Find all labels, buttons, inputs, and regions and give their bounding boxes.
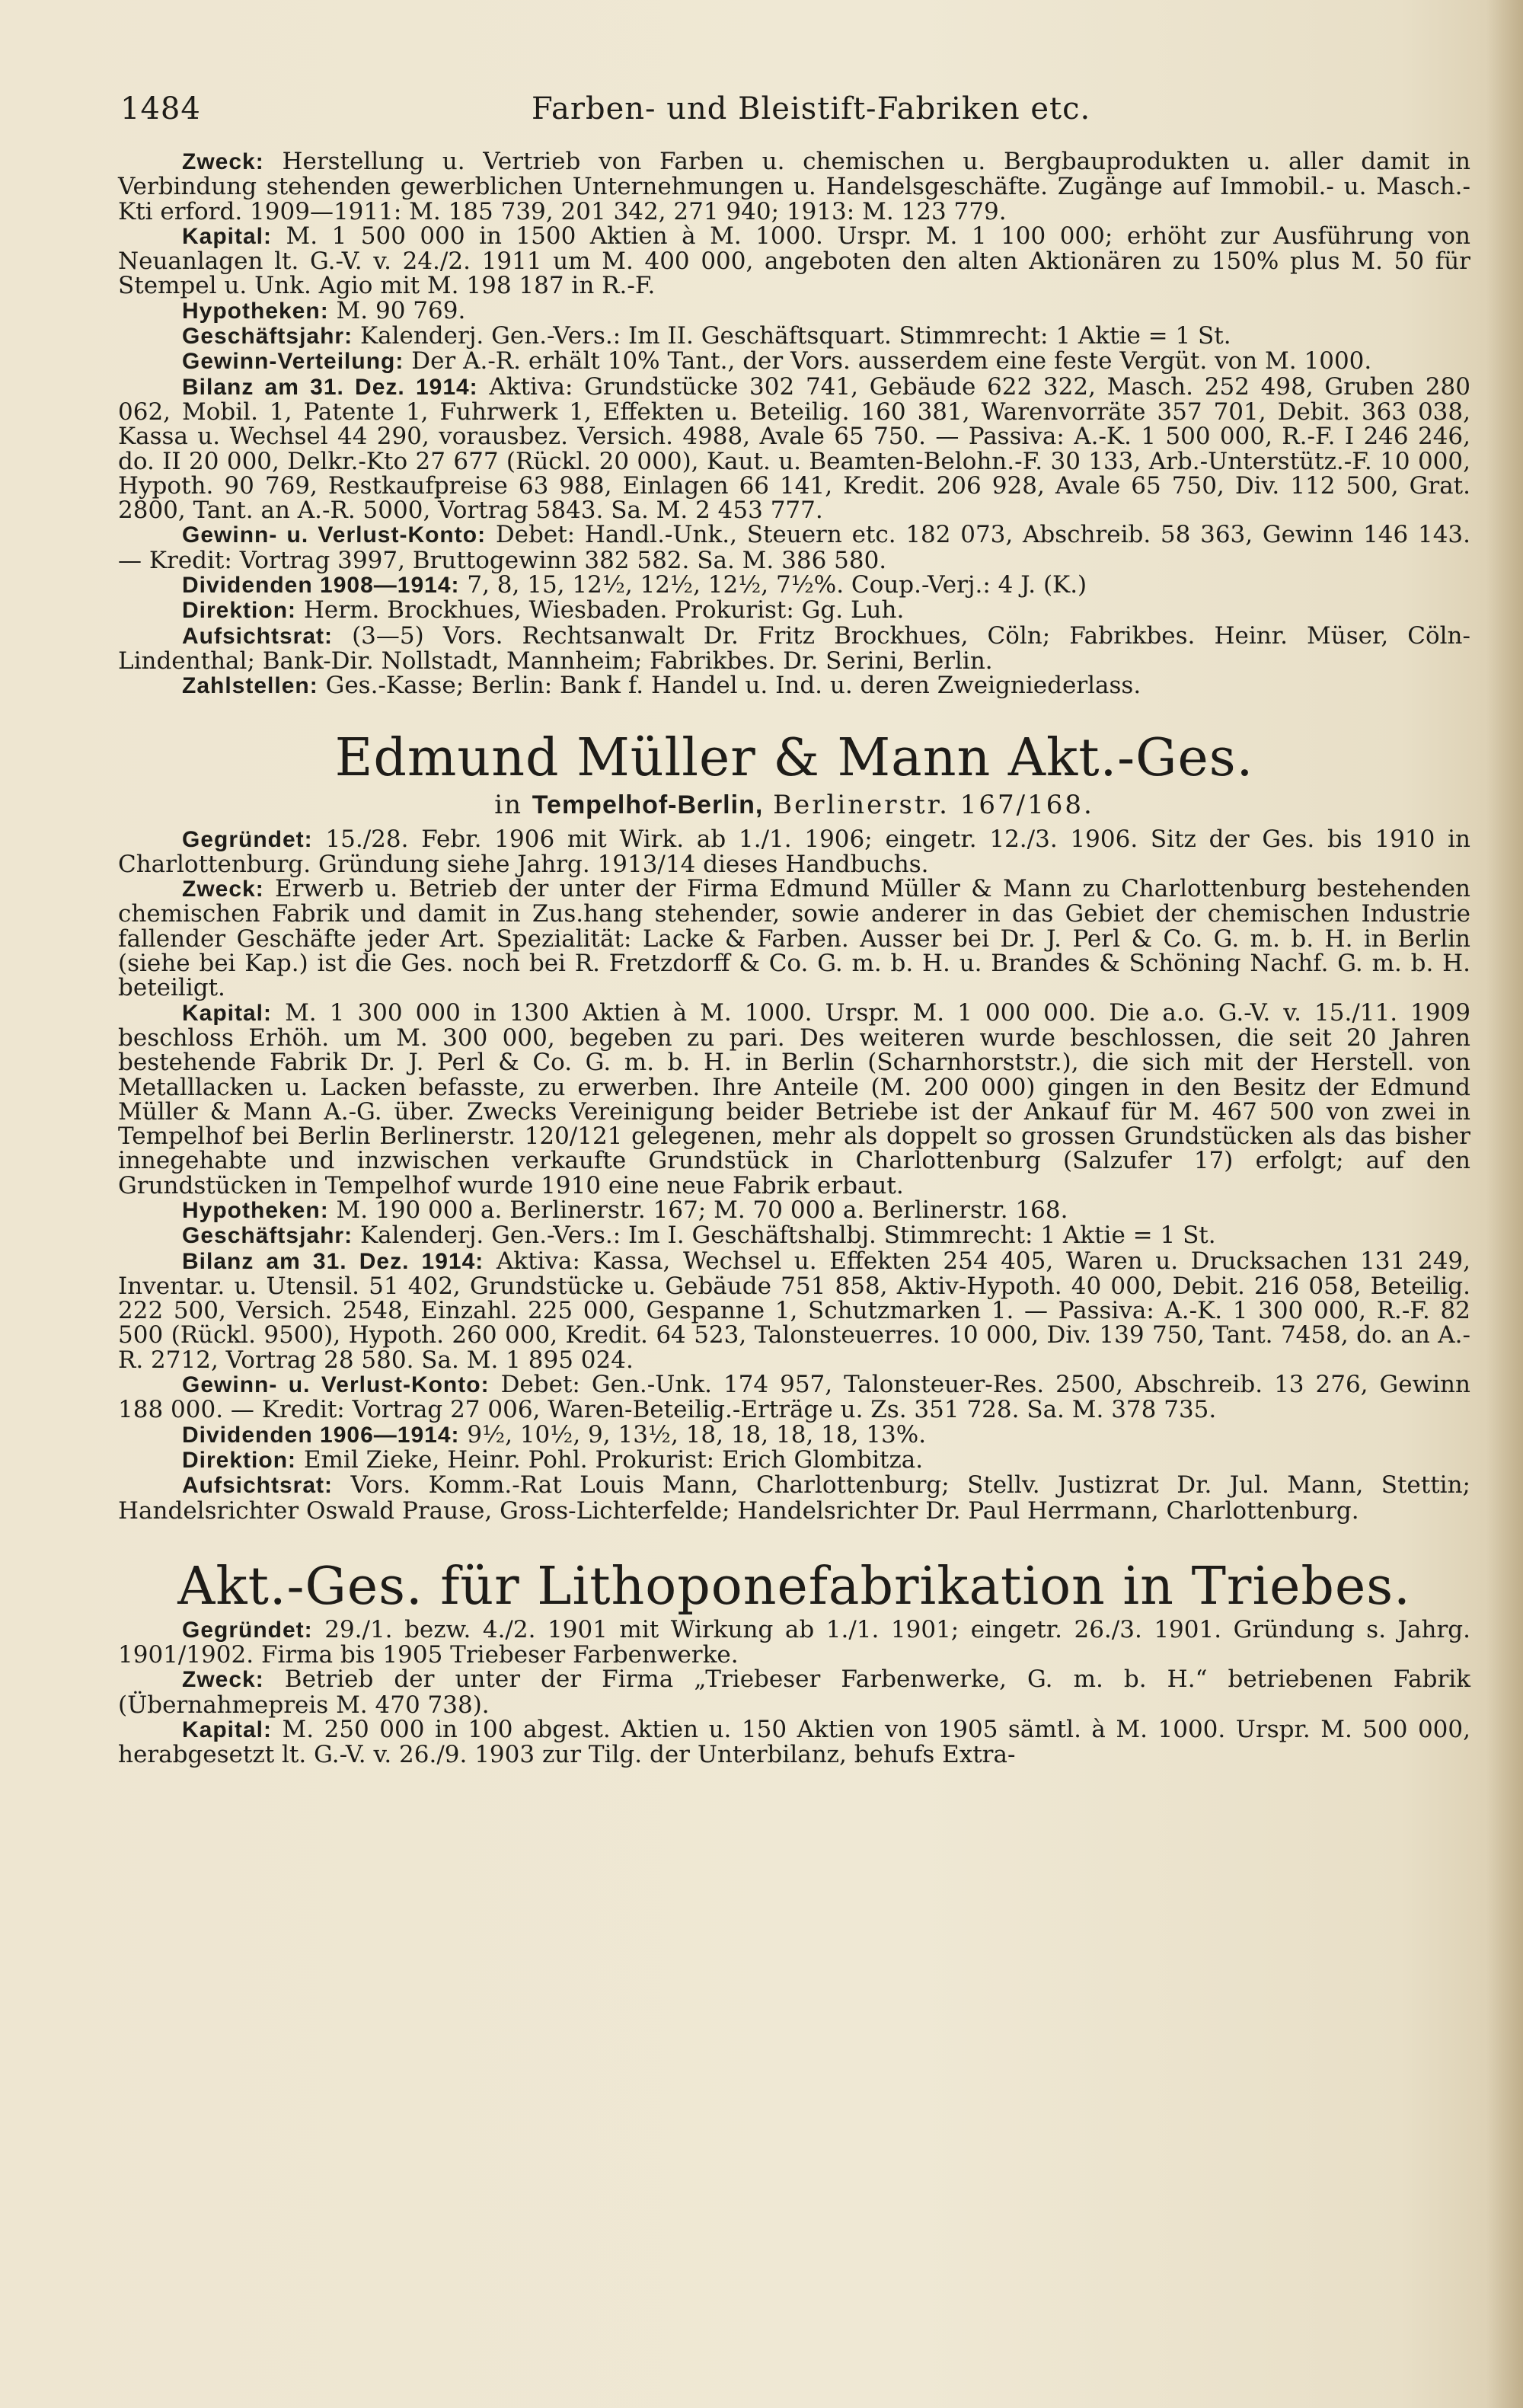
company-title: Akt.-Ges. für Lithoponefabrikation in Triebes. [177,1556,1411,1617]
entry-paragraph-gegruendet [118,827,1470,877]
field-label: Geschäftsjahr: [182,324,353,350]
entry-paragraph-direktion [118,1445,1470,1474]
field-label: Dividenden 1906—1914: [182,1422,460,1448]
field-label: Zweck: [182,1667,264,1693]
field-text: Herm. Brockhues, Wiesbaden. Prokurist: Gg. Luh. [303,596,905,624]
entry-paragraph-aufsichtsrat [118,1473,1470,1523]
entry-paragraph-gewinn-verlust [118,1372,1470,1423]
field-text: 9½, 10½, 9, 13½, 18, 18, 18, 18, 13%. [467,1420,927,1448]
location-prefix: in [494,789,522,820]
field-text: Kalenderj. Gen.-Vers.: Im I. Geschäftshalbj. Stimmrecht: 1 Aktie = 1 St. [359,1222,1216,1250]
field-label: Gewinn-Verteilung: [182,349,404,375]
page-edge-shadow [1486,0,1523,2408]
field-text: Ges.-Kasse; Berlin: Bank f. Handel u. Ind. u. deren Zweigniederlass. [325,672,1141,700]
field-label: Aufsichtsrat: [182,623,334,649]
entry-paragraph-bilanz [118,1249,1470,1372]
company-title: Edmund Müller & Mann Akt.-Ges. [334,727,1254,788]
field-text: 15./28. Febr. 1906 mit Wirk. ab 1./1. 1906; eingetr. 12./3. 1906. Sitz der Ges. bis 1910 in Charlottenburg. Gründung siehe Jahrg. 1913/14 dieses Handbuchs. [118,825,1470,878]
field-label: Hypotheken: [182,1197,329,1223]
field-label: Direktion: [182,598,297,624]
field-text: 7, 8, 15, 12½, 12½, 12½, 7½%. Coup.-Verj.: 4 J. (K.) [467,571,1087,599]
field-label: Kapital: [182,1717,273,1743]
entry-paragraph-zahlstellen [118,673,1470,698]
entry-paragraph-aufsichtsrat [118,621,1470,675]
field-text: M. 190 000 a. Berlinerstr. 167; M. 70 000 a. Berlinerstr. 168. [336,1196,1068,1224]
field-text: Kalenderj. Gen.-Vers.: Im II. Geschäftsquart. Stimmrecht: 1 Aktie = 1 St. [359,322,1231,350]
entry-paragraph-gegruendet [118,1615,1470,1669]
entry-paragraph-zweck [118,877,1470,1000]
field-text: Aktiva: Kassa, Wechsel u. Effekten 254 405, Waren u. Drucksachen 131 249, Inventar. u. Utensil. 51 402, Grundstücke u. Gebäude 751 858, Aktiv-Hypoth. 40 000, Debit. 216 058, Beteilig. 222 500, Versich. 2548, Einzahl. 225 000, Gespanne 1, Schutzmarken 1. — Passiva: A.-K. 1 300 000, R.-F. 82 500 (Rückl. 9500), Hypoth. 260 000, Kredit. 64 523, Talonsteuerres. 10 000, Div. 139 750, Tant. 7458, do. an A.-R. 2712, Vortrag 28 580. Sa. M. 1 895 024. [118,1247,1470,1374]
entry-paragraph-zweck [118,149,1470,224]
entry-paragraph-gewinn-verteilung [118,349,1470,374]
field-text: Emil Zieke, Heinr. Pohl. Prokurist: Erich Glombitza. [303,1445,924,1474]
field-label: Bilanz am 31. Dez. 1914: [182,1248,484,1274]
entry-continued [118,149,1470,699]
field-text: Vors. Komm.-Rat Louis Mann, Charlottenburg; Stellv. Justizrat Dr. Jul. Mann, Stettin; Handelsrichter Oswald Prause, Gross-Lichterfelde; Handelsrichter Dr. Paul Herrmann, Charlottenburg. [118,1471,1470,1525]
field-text: M. 1 500 000 in 1500 Aktien à M. 1000. Urspr. M. 1 100 000; erhöht zur Ausführung von Neuanlagen lt. G.-V. v. 24./2. 1911 um M. 400 000, angeboten den alten Aktionären zu 150% plus M. 50 für Stempel u. Unk. Agio mit M. 198 187 in R.-F. [118,222,1470,300]
company-location [118,789,1470,821]
running-header [0,91,1523,137]
entry-paragraph-kapital [118,224,1470,299]
entry-paragraph-dividenden [118,573,1470,598]
field-label: Zweck: [182,877,264,902]
field-label: Zweck: [182,149,264,174]
field-label: Gegründet: [182,826,313,852]
entry-paragraph-direktion [118,598,1470,623]
field-label: Direktion: [182,1447,297,1473]
field-text: Debet: Gen.-Unk. 174 957, Talonsteuer-Res. 2500, Abschreib. 13 276, Gewinn 188 000. — Kredit: Vortrag 27 006, Waren-Beteilig.-Erträge u. Zs. 351 728. Sa. M. 378 735. [118,1371,1470,1424]
entry-paragraph-hypotheken [118,296,1470,324]
location-street: Berlinerstr. 167/168. [773,789,1094,820]
field-text: Herstellung u. Vertrieb von Farben u. chemischen u. Bergbauprodukten u. aller damit in Verbindung stehenden gewerblichen Unternehmungen u. Handelsgeschäfte. Zugänge auf Immobil.- u. Masch.-Kti erford. 1909—1911: M. 185 739, 201 342, 271 940; 1913: M. 123 779. [118,148,1470,225]
field-text: Aktiva: Grundstücke 302 741, Gebäude 622 322, Masch. 252 498, Gruben 280 062, Mobil. 1, Patente 1, Fuhrwerk 1, Effekten u. Beteilig. 160 381, Warenvorräte 357 701, Debit. 363 038, Kassa u. Wechsel 44 290, vorausbez. Versich. 4988, Avale 65 750. — Passiva: A.-K. 1 500 000, R.-F. I 246 246, do. II 20 000, Delkr.-Kto 27 677 (Rückl. 20 000), Kaut. u. Beamten-Belohn.-F. 30 133, Arb.-Unterstütz.-F. 10 000, Hypoth. 90 769, Restkaufpreise 63 988, Einlagen 66 141, Kredit. 206 928, Avale 65 750, Div. 112 500, Grat. 2800, Tant. an A.-R. 5000, Vortrag 5843. Sa. M. 2 453 777. [118,372,1470,525]
field-label: Gewinn- u. Verlust-Konto: [182,522,487,548]
entry-paragraph-geschaeftsjahr [118,324,1470,349]
field-text: (3—5) Vors. Rechtsanwalt Dr. Fritz Brockhues, Cöln; Fabrikbes. Heinr. Müser, Cöln-Lindenthal; Bank-Dir. Nollstadt, Mannheim; Fabrikbes. Dr. Serini, Berlin. [118,621,1470,675]
field-label: Hypotheken: [182,298,329,324]
field-text: 29./1. bezw. 4./2. 1901 mit Wirkung ab 1./1. 1901; eingetr. 26./3. 1901. Gründung s. Jahrg. 1901/1902. Firma bis 1905 Triebeser Farbenwerke. [118,1615,1470,1669]
field-label: Gewinn- u. Verlust-Konto: [182,1372,490,1398]
field-text: Erwerb u. Betrieb der unter der Firma Edmund Müller & Mann zu Charlottenburg bestehenden chemischen Fabrik und damit in Zus.hang stehender, sowie anderer in das Gebiet der chemischen Industrie fallender Geschäfte jeder Art. Spezialität: Lacke & Farben. Ausser bei Dr. J. Perl & Co. G. m. b. H. in Berlin (siehe bei Kap.) ist die Ges. noch bei R. Fretzdorff & Co. G. m. b. H. u. Brandes & Schöning Nachf. G. m. b. H. beteiligt. [118,875,1470,1002]
running-title: Farben- und Bleistift-Fabriken etc. [532,91,1091,126]
entry-paragraph-dividenden [118,1420,1470,1448]
location-place: Tempelhof-Berlin, [532,790,764,819]
entry-paragraph-geschaeftsjahr [118,1223,1470,1248]
field-text: Debet: Handl.-Unk., Steuern etc. 182 073, Abschreib. 58 363, Gewinn 146 143. — Kredit: Vortrag 3997, Bruttogewinn 382 582. Sa. M. 386 580. [118,521,1470,574]
entry-paragraph-kapital [118,998,1470,1199]
entry-lithoponefabrikation-triebes [118,1557,1470,1768]
field-label: Bilanz am 31. Dez. 1914: [182,374,478,400]
field-label: Aufsichtsrat: [182,1473,334,1499]
entry-paragraph-gewinn-verlust [118,522,1470,573]
field-text: M. 250 000 in 100 abgest. Aktien u. 150 Aktien von 1905 sämtl. à M. 1000. Urspr. M. 500 000, herabgesetzt lt. G.-V. v. 26./9. 1903 zur Tilg. der Unterbilanz, behufs Extra- [118,1716,1470,1769]
field-label: Zahlstellen: [182,673,318,699]
field-label: Kapital: [182,223,273,249]
entry-edmund-mueller-mann [118,728,1470,1523]
field-label: Kapital: [182,1000,273,1026]
entry-paragraph-zweck [118,1667,1470,1717]
entry-paragraph-bilanz [118,372,1470,525]
entry-paragraph-hypotheken [118,1198,1470,1223]
page-content [118,149,1470,1768]
entry-paragraph-kapital [118,1717,1470,1768]
field-label: Dividenden 1908—1914: [182,573,460,599]
field-label: Gegründet: [182,1617,313,1643]
field-label: Geschäftsjahr: [182,1223,353,1249]
field-text: M. 1 300 000 in 1300 Aktien à M. 1000. Urspr. M. 1 000 000. Die a.o. G.-V. v. 15./11. 1909 beschloss Erhöh. um M. 300 000, begeben zu pari. Des weiteren wurde beschlossen, die seit 20 Jahren bestehende Fabrik Dr. J. Perl & Co. G. m. b. H. in Berlin (Scharnhorststr.), die sich mit der Herstell. von Metalllacken u. Lacken befasste, zu erwerben. Ihre Anteile (M. 200 000) gingen in den Besitz der Edmund Müller & Mann A.-G. über. Zwecks Vereinigung beider Betriebe ist der Ankauf für M. 467 500 von zwei in Tempelhof bei Berlin Berlinerstr. 120/121 gelegenen, mehr als doppelt so grossen Grundstücken als das bisher innegehabte und inzwischen verkaufte Grundstück in Charlottenburg (Salzufer 17) erfolgt; auf den Grundstücken in Tempelhof wurde 1910 eine neue Fabrik erbaut. [118,998,1470,1199]
page-number: 1484 [120,91,201,126]
field-text: Betrieb der unter der Firma „Triebeser Farbenwerke, G. m. b. H.“ betriebenen Fabrik (Übernahmepreis M. 470 738). [118,1665,1470,1719]
field-text: M. 90 769. [336,296,466,324]
field-text: Der A.-R. erhält 10% Tant., der Vors. ausserdem eine feste Vergüt. von M. 1000. [411,347,1372,375]
